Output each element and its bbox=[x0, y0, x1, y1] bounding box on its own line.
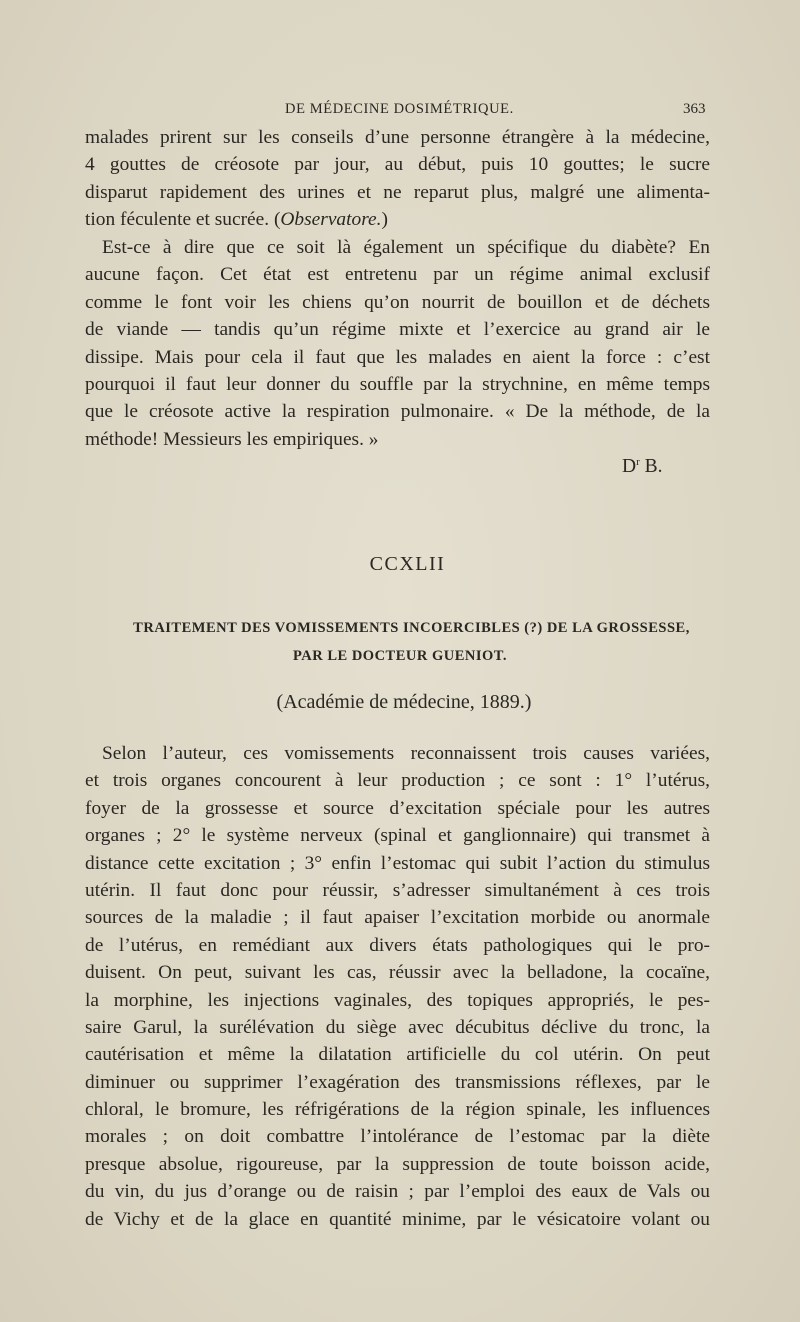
text-line: méthode! Messieurs les empiriques. » bbox=[85, 428, 379, 450]
text-line: foyer de la grossesse et source d’excitation spéciale pour les autres bbox=[85, 797, 710, 819]
text-line: sources de la maladie ; il faut apaiser l’excitation morbide ou anormale bbox=[85, 907, 710, 929]
text-line: la morphine, les injections vaginales, des topiques appropriés, le pes- bbox=[85, 989, 710, 1011]
text-line: du vin, du jus d’orange ou de raisin ; par l’emploi des eaux de Vals ou bbox=[85, 1181, 710, 1203]
page-number: 363 bbox=[683, 101, 706, 117]
text-line: et trois organes concourent à leur production ; ce sont : 1° l’utérus, bbox=[85, 770, 710, 792]
text-line: utérin. Il faut donc pour réussir, s’adresser simultanément à ces trois bbox=[85, 879, 710, 901]
text-line: saire Garul, la surélévation du siège avec décubitus déclive du tronc, la bbox=[85, 1016, 710, 1038]
text-line: Est-ce à dire que ce soit là également un spécifique du diabète? En bbox=[102, 237, 710, 258]
text-line: chloral, le bromure, les réfrigérations de la région spinale, les influences bbox=[85, 1099, 710, 1121]
text-line: diminuer ou supprimer l’exagération des transmissions réflexes, par le bbox=[85, 1071, 710, 1093]
source-citation: Observatore. bbox=[280, 209, 382, 231]
text-line: aucune façon. Cet état est entretenu par un régime animal exclusif bbox=[85, 264, 710, 286]
text-line: pourquoi il faut leur donner du souffle par la strychnine, en même temps bbox=[85, 373, 710, 395]
text-line: de l’utérus, en remédiant aux divers états pathologiques qui le pro- bbox=[85, 934, 710, 956]
text-line: 4 gouttes de créosote par jour, au début, puis 10 gouttes; le sucre bbox=[85, 154, 710, 176]
text-line: disparut rapidement des urines et ne reparut plus, malgré une alimenta- bbox=[85, 181, 710, 203]
chapter-source: (Académie de médecine, 1889.) bbox=[276, 691, 532, 713]
chapter-number: CCXLII bbox=[369, 553, 446, 575]
text-line: Selon l’auteur, ces vomissements reconnaissent trois causes variées, bbox=[102, 743, 710, 764]
text-line: distance cette excitation ; 3° enfin l’estomac qui subit l’action du stimulus bbox=[85, 852, 710, 874]
running-head: DE MÉDECINE DOSIMÉTRIQUE. bbox=[285, 101, 514, 117]
paragraph bbox=[85, 740, 710, 1233]
paragraph-continuation bbox=[85, 124, 710, 234]
text-line: malades prirent sur les conseils d’une personne étrangère à la médecine, bbox=[85, 127, 710, 148]
text-line: cautérisation et même la dilatation artificielle du col utérin. On peut bbox=[85, 1044, 710, 1066]
text-line: dissipe. Mais pour cela il faut que les malades en aient la force : c’est bbox=[85, 346, 710, 368]
text-line: de viande — tandis qu’un régime mixte et l’exercice au grand air le bbox=[85, 319, 710, 341]
text-line: de Vichy et de la glace en quantité minime, par le vésicatoire volant ou bbox=[85, 1208, 710, 1230]
text-line: organes ; 2° le système nerveux (spinal et ganglionnaire) qui transmet à bbox=[85, 825, 710, 847]
text-line: comme le font voir les chiens qu’on nourrit de bouillon et de déchets bbox=[85, 291, 710, 313]
text-line: tion féculente et sucrée. (Observatore.) bbox=[85, 209, 388, 231]
text-line: morales ; on doit combattre l’intolérance de l’estomac par la diète bbox=[85, 1126, 710, 1148]
text-line: que le créosote active la respiration pulmonaire. « De la méthode, de la bbox=[85, 401, 710, 423]
paragraph bbox=[85, 234, 710, 453]
text-line: presque absolue, rigoureuse, par la suppression de toute boisson acide, bbox=[85, 1153, 710, 1175]
author-signature: $D^r$ B. bbox=[622, 456, 663, 477]
chapter-author: PAR LE DOCTEUR GUENIOT. bbox=[293, 648, 507, 664]
chapter-title: TRAITEMENT DES VOMISSEMENTS INCOERCIBLES (?) DE LA GROSSESSE, bbox=[133, 620, 690, 636]
text-line: duisent. On peut, suivant les cas, réussir avec la belladone, la cocaïne, bbox=[85, 962, 710, 984]
